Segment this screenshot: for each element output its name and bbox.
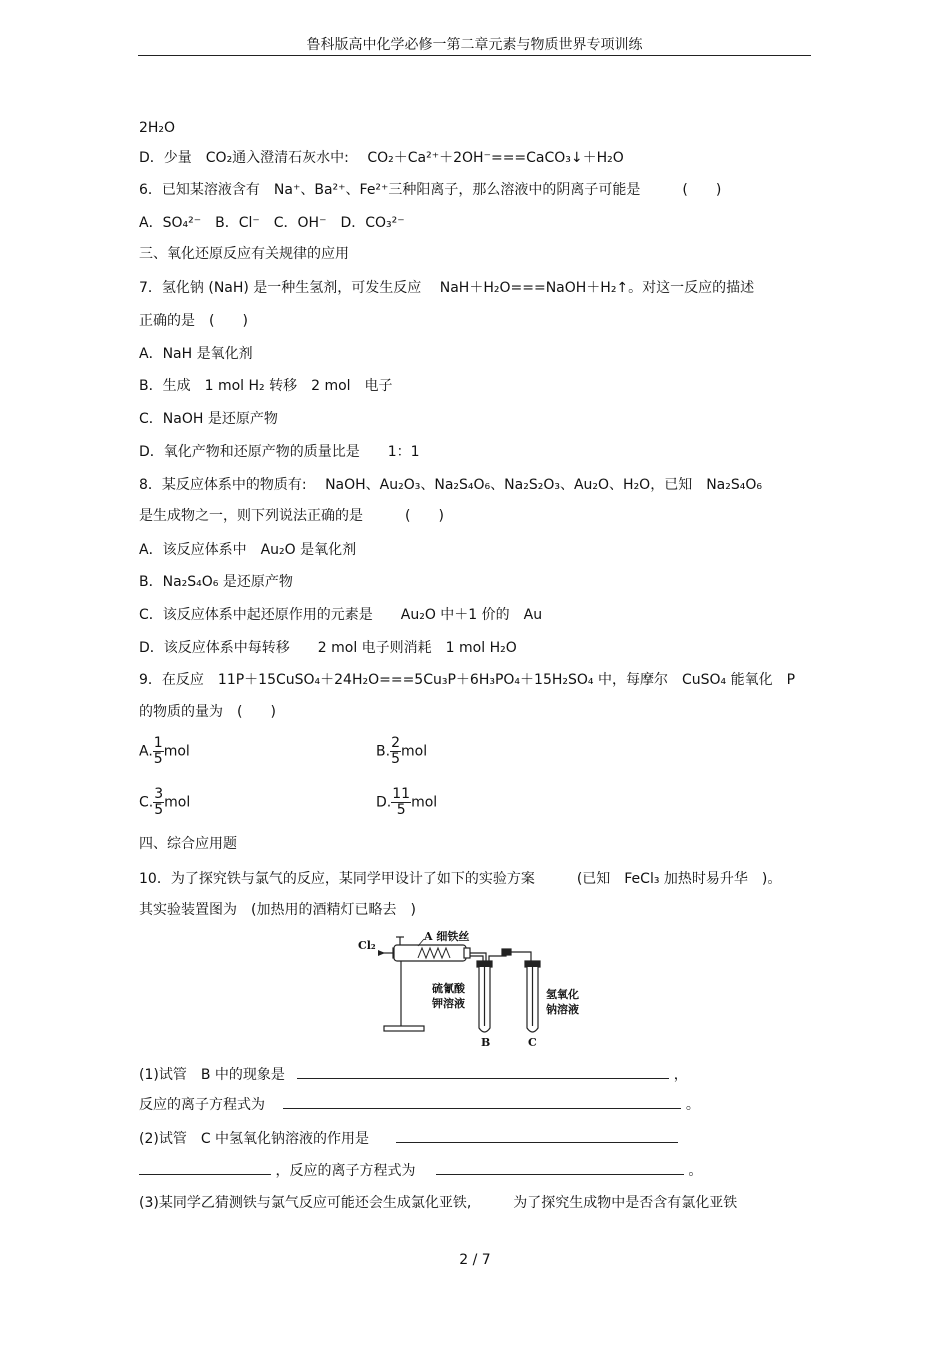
question-8-cont: 是生成物之一，则下列说法正确的是 ( ) xyxy=(139,508,444,524)
question-8: 8．某反应体系中的物质有: NaOH、Au₂O₃、Na₂S₄O₆、Na₂S₂O₃、Au₂O、H₂O，已知 Na₂S₄O₆ xyxy=(139,477,762,493)
q8-option-a: A．该反应体系中 Au₂O 是氧化剂 xyxy=(139,542,357,558)
question-6-options: A．SO₄²⁻ B．Cl⁻ C．OH⁻ D．CO₃²⁻ xyxy=(139,215,405,231)
question-9: 9．在反应 11P＋15CuSO₄＋24H₂O===5Cu₃P＋6H₃PO₄＋15H₂SO₄ 中，每摩尔 CuSO₄ 能氧化 P xyxy=(139,672,796,688)
question-10-cont: 其实验装置图为 (加热用的酒精灯已略去 ) xyxy=(139,902,416,918)
question-10-1: (1)试管 B 中的现象是 ， xyxy=(139,1064,688,1085)
section-heading-3: 三、氧化还原反应有关规律的应用 xyxy=(139,246,349,262)
q7-option-a: A．NaH 是氧化剂 xyxy=(139,346,253,362)
q7-option-b: B．生成 1 mol H₂ 转移 2 mol 电子 xyxy=(139,378,393,394)
answer-blank-5[interactable] xyxy=(436,1160,684,1175)
question-9-cont: 的物质的量为 ( ) xyxy=(139,704,276,720)
label-a-iron-wire: A 细铁丝 xyxy=(424,930,470,943)
answer-blank-1[interactable] xyxy=(297,1064,669,1079)
q8-option-d: D．该反应体系中每转移 2 mol 电子则消耗 1 mol H₂O xyxy=(139,640,517,656)
cl2-label: Cl₂ xyxy=(358,939,376,952)
apparatus-diagram xyxy=(356,928,606,1050)
answer-blank-2[interactable] xyxy=(283,1094,681,1109)
question-10-2: (2)试管 C 中氢氧化钠溶液的作用是 xyxy=(139,1128,678,1149)
question-10-2b: ，反应的离子方程式为 。 xyxy=(139,1160,702,1181)
stand-base xyxy=(384,1026,424,1031)
label-c-reagent-1: 氢氧化 xyxy=(546,988,579,1001)
answer-blank-3[interactable] xyxy=(396,1128,678,1143)
q8-option-b: B．Na₂S₄O₆ 是还原产物 xyxy=(139,574,293,590)
question-7: 7．氢化钠 (NaH) 是一种生氢剂，可发生反应 NaH＋H₂O===NaOH＋H₂↑。对这一反应的描述 xyxy=(139,280,755,296)
label-tube-c: C xyxy=(528,1036,537,1049)
q8-option-c: C．该反应体系中起还原作用的元素是 Au₂O 中＋1 价的 Au xyxy=(139,607,543,623)
q7-option-d: D．氧化产物和还原产物的质量比是 1：1 xyxy=(139,444,420,460)
question-10-3: (3)某同学乙猜测铁与氯气反应可能还会生成氯化亚铁, 为了探究生成物中是否含有氯化亚铁 xyxy=(139,1195,738,1211)
header-divider xyxy=(138,55,811,56)
label-b-reagent-1: 硫氰酸 xyxy=(432,982,465,995)
label-b-reagent-2: 钾溶液 xyxy=(432,997,465,1010)
gas-inlet-arrow xyxy=(378,950,385,956)
q9-option-d: D. $\frac{11}{5}$ mol xyxy=(376,786,438,818)
answer-blank-4[interactable] xyxy=(139,1160,271,1175)
q7-option-c: C．NaOH 是还原产物 xyxy=(139,411,278,427)
label-c-reagent-2: 钠溶液 xyxy=(546,1003,579,1016)
question-10: 10．为了探究铁与氯气的反应，某同学甲设计了如下的实验方案 (已知 FeCl₃ 加热时易升华 )。 xyxy=(139,871,782,887)
page-header: 鲁科版高中化学必修一第二章元素与物质世界专项训练 xyxy=(306,37,643,53)
label-tube-b: B xyxy=(481,1036,491,1049)
text-line: 2H₂O xyxy=(139,120,176,136)
section-heading-4: 四、综合应用题 xyxy=(139,836,237,852)
q9-option-a: A. $\frac{1}{5}$ mol xyxy=(139,735,190,767)
option-d-q5: D．少量 CO₂通入澄清石灰水中: CO₂＋Ca²⁺＋2OH⁻===CaCO₃↓＋H₂O xyxy=(139,150,624,166)
page-number: 2 / 7 xyxy=(459,1252,491,1268)
q9-option-c: C. $\frac{3}{5}$ mol xyxy=(139,786,191,818)
question-7-cont: 正确的是 ( ) xyxy=(139,313,248,329)
q9-option-b: B. $\frac{2}{5}$ mol xyxy=(376,735,428,767)
question-6: 6．已知某溶液含有 Na⁺、Ba²⁺、Fe²⁺三种阳离子，那么溶液中的阴离子可能是 ( ) xyxy=(139,182,722,198)
question-10-1b: 反应的离子方程式为 。 xyxy=(139,1094,700,1115)
